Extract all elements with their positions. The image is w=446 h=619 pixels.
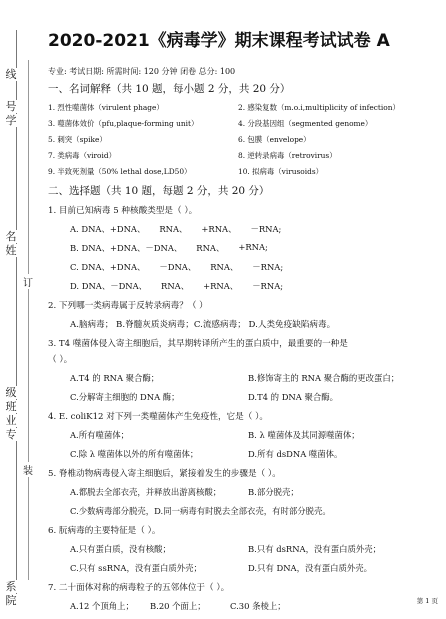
question-2: 2. 下列哪一类病毒属于反转录病毒？（ ）	[48, 301, 208, 311]
question-3-options	[70, 372, 438, 403]
margin-label: 专	[5, 428, 17, 441]
option-text: +RNA;	[238, 242, 268, 252]
question-4-options	[70, 429, 438, 460]
option-text: C. DNA、+DNA、	[70, 262, 146, 272]
question-1-options	[70, 242, 438, 254]
margin-label: 院	[5, 594, 17, 607]
margin-label: 班	[5, 400, 17, 413]
option-text: +RNA、	[203, 281, 239, 291]
option-text: C.少数病毒部分脱壳，D.同一病毒有时脱去全部衣壳，有时部分脱壳。	[70, 506, 331, 516]
option-text: A.T4 的 RNA 聚合酶；	[70, 373, 160, 383]
margin-label: 系	[5, 580, 17, 593]
question-3-continued: （ ）。	[48, 355, 73, 365]
option-text: －RNA;	[252, 281, 284, 291]
option-text: D. DNA、－DNA、	[70, 281, 148, 291]
inner-binding-line	[28, 60, 29, 580]
exam-content	[48, 26, 438, 619]
binding-mark: 装	[22, 462, 34, 477]
margin-label: 学	[5, 114, 17, 127]
option-text: D.T4 的 DNA 聚合酶。	[248, 392, 338, 402]
question-2-options: A.脑病毒； B.脊髓灰质炎病毒；C.流感病毒； D.人类免疫缺陷病毒。	[70, 320, 336, 330]
question-1: 1. 目前已知病毒 5 种核酸类型是（ ）。	[48, 206, 198, 216]
question-5: 5. 脊椎动物病毒侵入寄主细胞后，紧接着发生的步骤是（ ）。	[48, 469, 281, 479]
question-1-options	[70, 261, 438, 273]
option-text: －RNA;	[250, 224, 282, 234]
option-text: RNA、	[210, 262, 239, 272]
question-1-options	[70, 223, 438, 235]
option-text: B.20 个面上；	[150, 601, 206, 611]
option-text: A.所有噬菌体；	[70, 430, 129, 440]
margin-label: 级	[5, 386, 17, 399]
margin-label: 号	[5, 100, 17, 113]
question-4: 4. E. coliK12 对下列一类噬菌体产生免疫性，它是（ ）。	[48, 412, 268, 422]
section-heading-terms: 一、名词解释（共 10 题，每小题 2 分，共 20 分）	[48, 83, 291, 95]
exam-meta: 专业: 考试日期: 所需时间: 120 分钟 闭卷 总分: 100	[48, 67, 236, 76]
page-title: 2020-2021《病毒学》期末课程考试试卷 A	[48, 31, 390, 51]
option-text: RNA、	[196, 243, 225, 253]
option-text: C.除 λ 噬菌体以外的所有噬菌体；	[70, 449, 199, 459]
term-item: 2. 感染复数（m.o.i,multiplicity of infection）	[238, 103, 400, 112]
page-number: 第 1 页	[416, 597, 438, 605]
binding-mark: 订	[22, 274, 34, 289]
option-text: RNA、	[161, 281, 190, 291]
option-text: B. DNA、+DNA、－DNA、	[70, 243, 183, 253]
question-3: 3. T4 噬菌体侵入寄主细胞后，其早期转译所产生的蛋白质中，最重要的一种是	[48, 339, 348, 349]
term-item: 8. 逆转录病毒（retrovirus）	[238, 151, 337, 160]
option-text: B.部分脱壳；	[248, 487, 299, 497]
question-5-options	[70, 486, 438, 517]
option-text: －DNA、	[159, 262, 197, 272]
term-item: 6. 包膜（envelope）	[238, 135, 311, 144]
question-1-options	[70, 280, 438, 292]
option-text: B.修饰寄主的 RNA 聚合酶的更改蛋白；	[248, 373, 400, 383]
option-text: A.都脱去全部衣壳，并释放出游离核酸；	[70, 487, 222, 497]
margin-label: 名	[5, 230, 17, 243]
option-text: B. λ 噬菌体及其同源噬菌体；	[248, 430, 360, 440]
option-text: D.只有 DNA，没有蛋白质外壳。	[248, 563, 372, 573]
option-text: A.12 个顶角上；	[70, 601, 134, 611]
question-6-options	[70, 543, 438, 574]
term-item: 10. 拟病毒（virusoids）	[238, 167, 324, 176]
term-item: 7. 类病毒（viroid）	[48, 151, 116, 160]
question-7-options	[70, 600, 438, 612]
term-item: 4. 分段基因组（segmented genome）	[238, 119, 373, 128]
section-heading-choice: 二、选择题（共 10 题，每题 2 分，共 20 分）	[48, 185, 270, 197]
term-item: 5. 刺突（spike）	[48, 135, 107, 144]
option-text: A.只有蛋白质，没有核酸；	[70, 544, 171, 554]
option-text: C.分解寄主细胞的 DNA 酶；	[70, 392, 180, 402]
option-text: C.30 条棱上；	[230, 601, 286, 611]
margin-label: 业	[5, 414, 17, 427]
margin-label: 姓	[5, 244, 17, 257]
term-list	[48, 102, 438, 177]
margin-label: 线	[5, 68, 17, 81]
term-item: 3. 噬菌体效价（pfu,plaque-forming unit）	[48, 119, 199, 128]
term-item: 1. 烈性噬菌体（virulent phage）	[48, 103, 164, 112]
option-text: RNA、	[159, 224, 188, 234]
option-text: －RNA;	[252, 262, 284, 272]
option-text: A. DNA、+DNA、	[70, 224, 146, 234]
option-text: D.所有 dsDNA 噬菌体。	[248, 449, 343, 459]
option-text: C.只有 ssRNA，没有蛋白质外壳；	[70, 563, 202, 573]
question-6: 6. 朊病毒的主要特征是（ ）。	[48, 526, 161, 536]
option-text: +RNA、	[201, 224, 237, 234]
option-text: B.只有 dsRNA，没有蛋白质外壳；	[248, 544, 381, 554]
question-7: 7. 二十面体对称的病毒粒子的五邻体位于（ ）。	[48, 583, 230, 593]
term-item: 9. 半致死剂量（50% lethal dose,LD50）	[48, 167, 192, 176]
